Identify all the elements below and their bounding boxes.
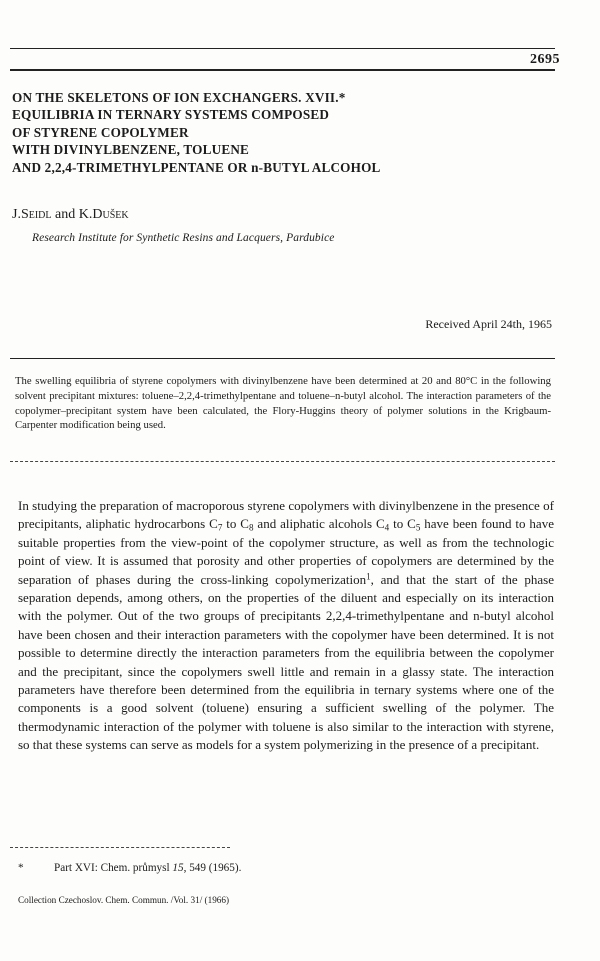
title-line: ON THE SKELETONS OF ION EXCHANGERS. XVII.* (12, 90, 346, 105)
footnote-rest: , 549 (1965). (183, 862, 242, 874)
subscript: 7 (217, 523, 223, 534)
body-text: , and that the start of the phase separation depends, among others, on the properties of the diluent and especially on its interaction with the polymer. Out of the two groups of precipitants 2,2,4-trimethylpentane and n-butyl alcohol have been chosen and their interaction parameters with the copolymer have been determined. It is not possible to determine directly the interaction parameters from the equilibria between the copolymer and the precipitant, since the copolymers swell little and remain in a glassy state. The interaction parameters have therefore been determined from the equilibria in ternary systems where one of the components is a good solvent (toluene) ensuring a sufficient swelling of the polymer. The thermodynamic interaction of the polymer with toluene is also similar to the interaction with styrene, so that these systems can serve as models for a system polymerizing in the presence of a precipitant. (18, 571, 554, 753)
body-text: have been found to have suitable properties from the view-point of the copolymer structure, as well as from the technologic point of view. It is assumed that porosity and other properties of copolymers are determined by the separation of phases during the cross-linking copolymerization (18, 516, 554, 587)
institute: Research Institute for Synthetic Resins and Lacquers, Pardubice (32, 232, 335, 244)
header-rule-top (10, 48, 555, 49)
author-1-initial: J. (12, 207, 21, 222)
article-title (12, 89, 572, 176)
subscript: 5 (415, 523, 421, 534)
title-line: AND 2,2,4-TRIMETHYLPENTANE OR n-BUTYL ALCOHOL (12, 159, 381, 175)
authors-and: and (55, 207, 76, 222)
title-n-prefix: n (251, 159, 259, 175)
abstract-rule-bottom (10, 461, 555, 462)
title-line: OF STYRENE COPOLYMER (12, 124, 189, 140)
subscript: 8 (248, 523, 254, 534)
body-text: In studying the preparation of macroporous styrene copolymers with divinylbenzene in the presence of precipitants, aliphatic hydrocarbons C (18, 498, 554, 532)
body-paragraph (18, 497, 554, 755)
author-2-initial: K. (78, 207, 93, 222)
footnote (18, 862, 241, 874)
body-text: to C (389, 516, 416, 532)
title-line: WITH DIVINYLBENZENE, TOLUENE (12, 142, 250, 158)
page-number: 2695 (530, 52, 560, 67)
footnote-text: Part XVI: Chem. průmysl (54, 862, 173, 874)
journal-footer: Collection Czechoslov. Chem. Commun. /Vol. 31/ (1966) (18, 895, 230, 905)
abstract: The swelling equilibria of styrene copolymers with divinylbenzene have been determined at 20 and 80°C in the following solvent precipitant mixtures: toluene–2,2,4-trimethylpentane and toluene–n-butyl alcohol. The interaction parameters of the copolymer–precipitant system have been calculated, the Flory-Huggins theory of polymer solutions in the Krigbaum-Carpenter modification being used. (15, 375, 551, 432)
author-2-name: Dušek (92, 207, 129, 222)
received-date: Received April 24th, 1965 (425, 317, 552, 331)
author-1-name: Seidl (20, 207, 52, 222)
abstract-rule-top (10, 358, 555, 359)
body-text: and aliphatic alcohols C (253, 516, 385, 532)
header-rule-bottom (10, 69, 555, 71)
reference-mark: 1 (366, 571, 371, 582)
footnote-volume: 15 (172, 862, 184, 874)
subscript: 4 (384, 523, 390, 534)
title-line: EQUILIBRIA IN TERNARY SYSTEMS COMPOSED (12, 107, 330, 123)
body-text: to C (222, 516, 249, 532)
authors (12, 207, 129, 223)
footnote-mark: * (18, 862, 24, 874)
footnote-rule (10, 847, 230, 848)
